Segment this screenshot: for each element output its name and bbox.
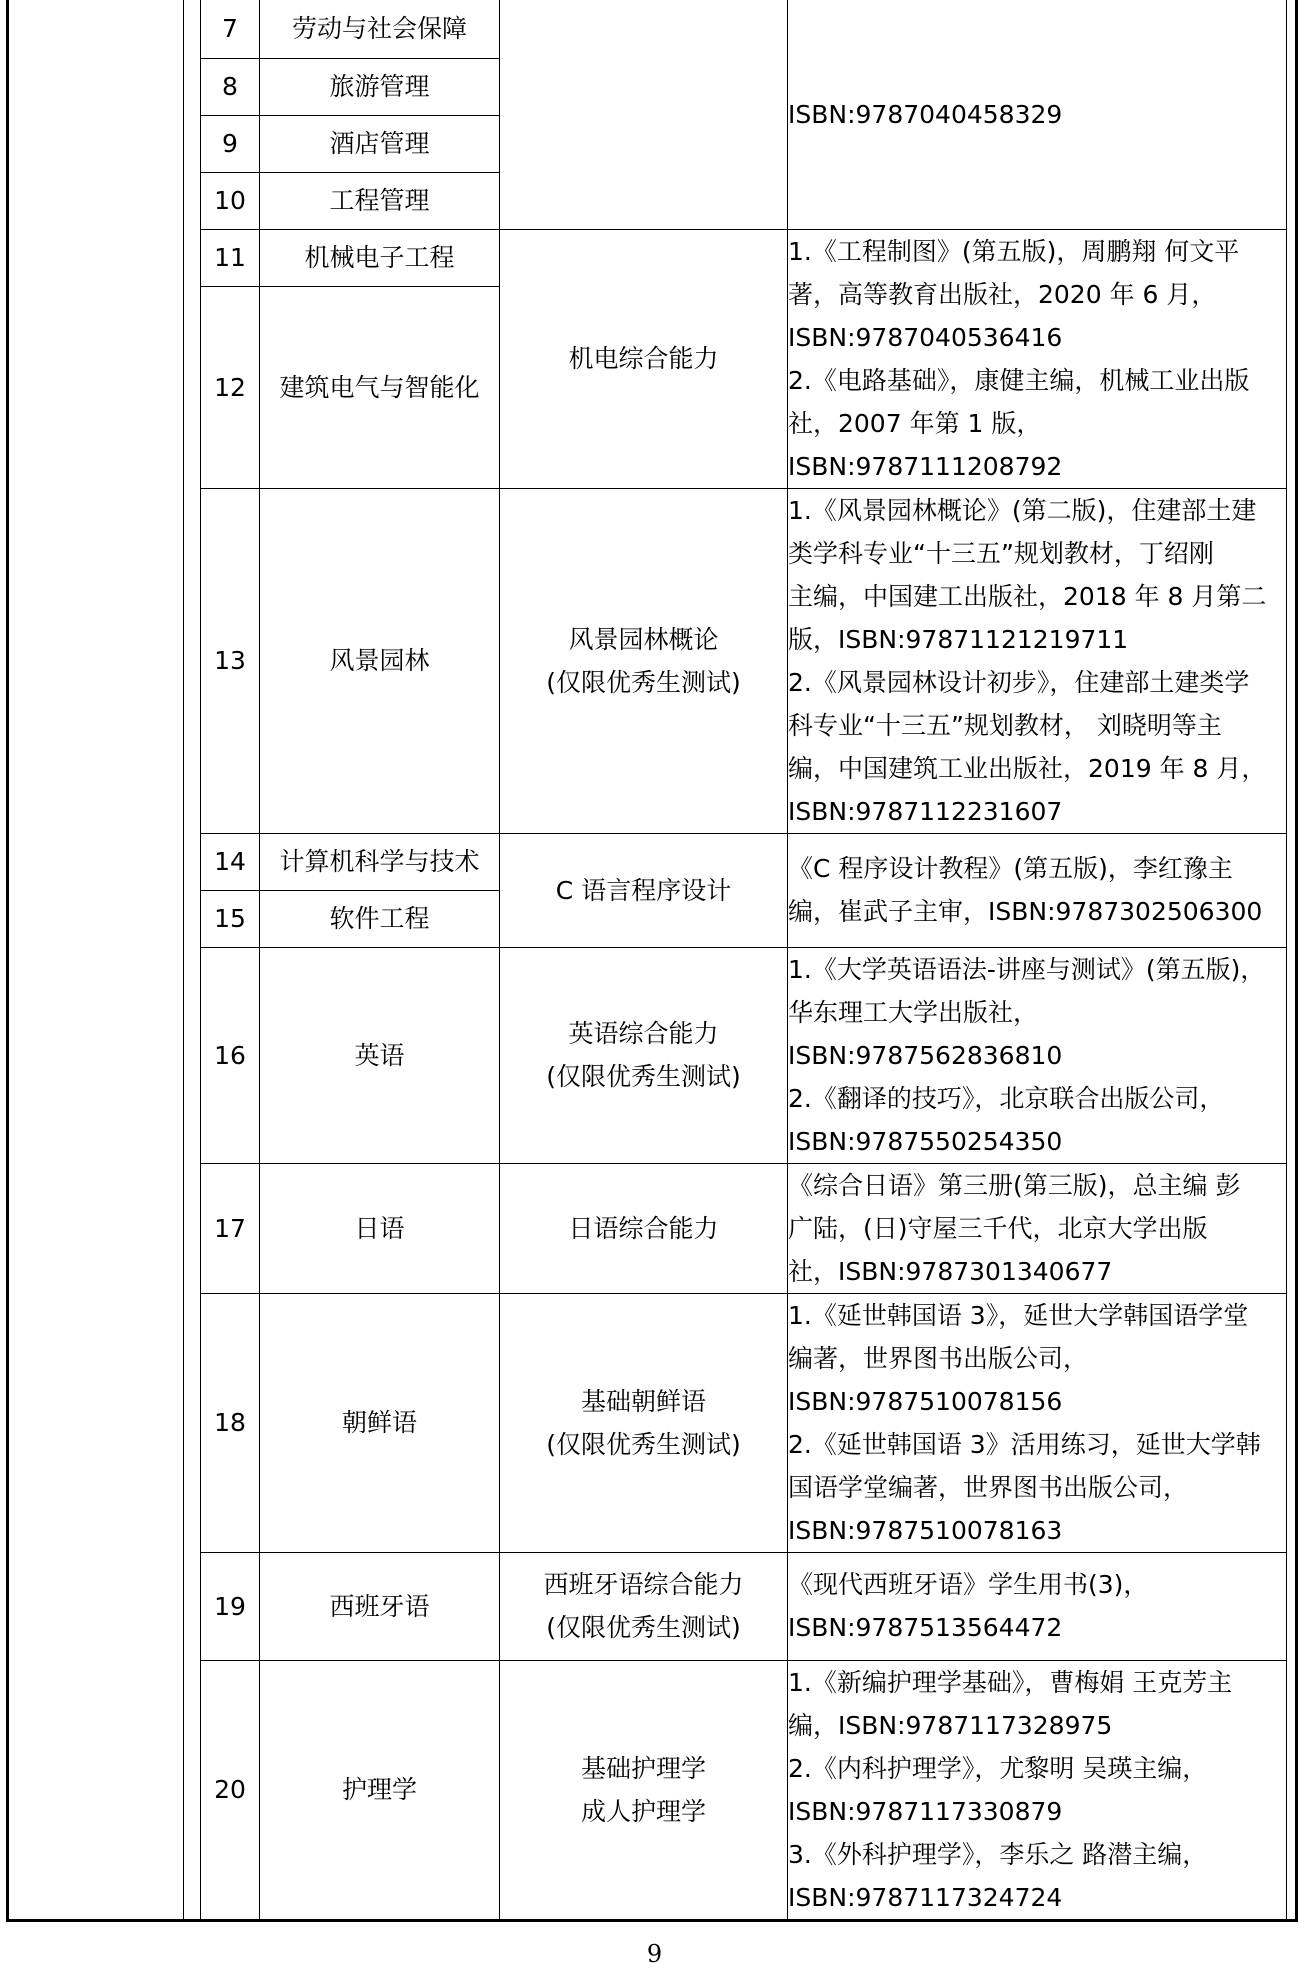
table-row	[201, 833, 1287, 890]
left-column-divider	[183, 0, 184, 1922]
major-name: 劳动与社会保障	[260, 0, 500, 58]
row-number: 18	[201, 1293, 260, 1552]
table-row	[201, 947, 1287, 1163]
major-name: 建筑电气与智能化	[260, 286, 500, 488]
table-row	[201, 1293, 1287, 1552]
exam-subject: C 语言程序设计	[500, 833, 788, 947]
table-row	[201, 229, 1287, 286]
row-number: 11	[201, 229, 260, 286]
exam-subject: 基础朝鲜语 (仅限优秀生测试)	[500, 1293, 788, 1552]
exam-subject: 机电综合能力	[500, 229, 788, 488]
major-name: 日语	[260, 1163, 500, 1293]
exam-subject: 基础护理学 成人护理学	[500, 1660, 788, 1919]
reference-books: 1.《大学英语语法-讲座与测试》(第五版)， 华东理工大学出版社， ISBN:9787562836810 2.《翻译的技巧》，北京联合出版公司， ISBN:9787550254350	[788, 947, 1287, 1163]
table-row	[201, 1163, 1287, 1293]
table-row	[201, 0, 1287, 58]
major-name: 英语	[260, 947, 500, 1163]
major-name: 朝鲜语	[260, 1293, 500, 1552]
row-number: 9	[201, 115, 260, 172]
reference-books: 《现代西班牙语》学生用书(3)， ISBN:9787513564472	[788, 1552, 1287, 1660]
row-number: 20	[201, 1660, 260, 1919]
major-name: 风景园林	[260, 488, 500, 833]
table-row	[201, 1660, 1287, 1919]
major-name: 机械电子工程	[260, 229, 500, 286]
exam-subject: 西班牙语综合能力 (仅限优秀生测试)	[500, 1552, 788, 1660]
reference-books: 1.《延世韩国语 3》，延世大学韩国语学堂 编著，世界图书出版公司， ISBN:9787510078156 2.《延世韩国语 3》活用练习，延世大学韩 国语学堂编著，世界图书出版公司， ISBN:9787510078163	[788, 1293, 1287, 1552]
major-name: 旅游管理	[260, 58, 500, 115]
major-name: 计算机科学与技术	[260, 833, 500, 890]
reference-books: 《综合日语》第三册(第三版)，总主编 彭 广陆，(日)守屋三千代，北京大学出版 社，ISBN:9787301340677	[788, 1163, 1287, 1293]
row-number: 7	[201, 0, 260, 58]
row-number: 19	[201, 1552, 260, 1660]
row-number: 8	[201, 58, 260, 115]
reference-books: ISBN:9787040458329	[788, 0, 1287, 229]
table-row	[201, 488, 1287, 833]
reference-books: 1.《工程制图》(第五版)，周鹏翔 何文平 著，高等教育出版社，2020 年 6 月， ISBN:9787040536416 2.《电路基础》，康健主编，机械工业出版 社，2007 年第 1 版， ISBN:9787111208792	[788, 229, 1287, 488]
reference-books: 《C 程序设计教程》(第五版)，李红豫主 编，崔武子主审，ISBN:9787302506300	[788, 833, 1287, 947]
row-number: 15	[201, 890, 260, 947]
reference-books: 1.《风景园林概论》(第二版)，住建部土建 类学科专业“十三五”规划教材，丁绍刚 主编，中国建工出版社，2018 年 8 月第二 版，ISBN:97871121219711 2.《风景园林设计初步》，住建部土建类学 科专业“十三五”规划教材， 刘晓明等主 编，中国建筑工业出版社，2019 年 8 月， ISBN:9787112231607	[788, 488, 1287, 833]
course-table	[200, 0, 1287, 1920]
exam-subject: 风景园林概论 (仅限优秀生测试)	[500, 488, 788, 833]
major-name: 护理学	[260, 1660, 500, 1919]
major-name: 软件工程	[260, 890, 500, 947]
exam-subject	[500, 0, 788, 229]
row-number: 17	[201, 1163, 260, 1293]
row-number: 14	[201, 833, 260, 890]
row-number: 10	[201, 172, 260, 229]
exam-subject: 日语综合能力	[500, 1163, 788, 1293]
page-number: 9	[646, 1940, 663, 1968]
major-name: 酒店管理	[260, 115, 500, 172]
reference-books: 1.《新编护理学基础》，曹梅娟 王克芳主 编，ISBN:9787117328975 2.《内科护理学》，尤黎明 吴瑛主编， ISBN:9787117330879 3.《外科护理学》，李乐之 路潜主编， ISBN:9787117324724	[788, 1660, 1287, 1919]
major-name: 工程管理	[260, 172, 500, 229]
major-name: 西班牙语	[260, 1552, 500, 1660]
row-number: 12	[201, 286, 260, 488]
table-row	[201, 1552, 1287, 1660]
row-number: 16	[201, 947, 260, 1163]
exam-subject: 英语综合能力 (仅限优秀生测试)	[500, 947, 788, 1163]
row-number: 13	[201, 488, 260, 833]
